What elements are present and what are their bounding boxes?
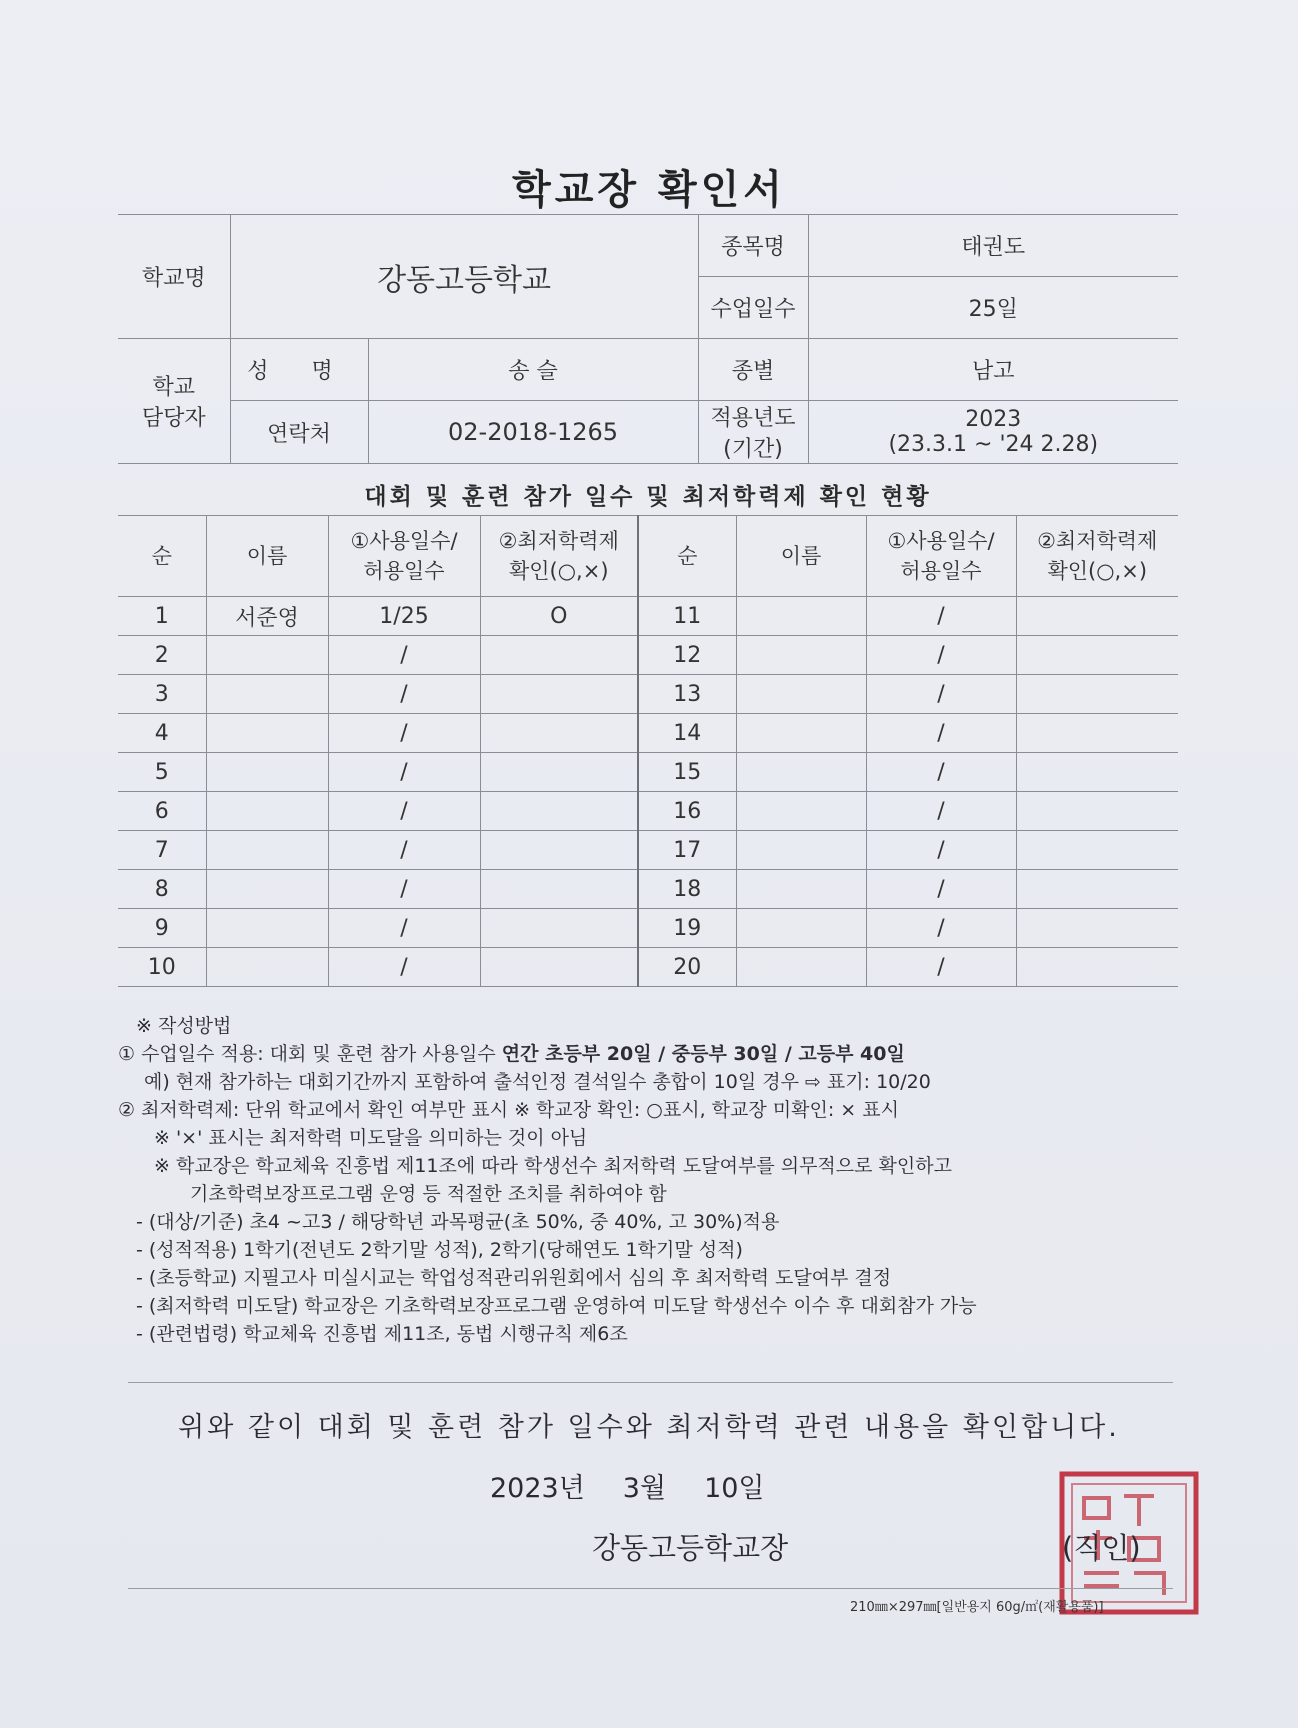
roster-cell-days: / <box>328 675 480 714</box>
notes-section <box>118 1012 1188 1348</box>
roster-cell-check <box>480 636 638 675</box>
header-check-line1: ②최저학력제 <box>498 529 619 553</box>
roster-cell-name <box>736 753 866 792</box>
date-year: 2023년 <box>490 1473 585 1504</box>
contact-value: 02-2018-1265 <box>368 401 698 464</box>
roster-cell-check <box>480 870 638 909</box>
roster-cell-check: O <box>480 597 638 636</box>
document-title: 학교장 확인서 <box>512 167 786 213</box>
roster-cell-name <box>206 948 328 987</box>
roster-cell-no: 17 <box>638 831 736 870</box>
roster-cell-name <box>736 714 866 753</box>
info-table <box>118 214 1178 464</box>
header-name-2: 이름 <box>736 516 866 597</box>
header-days-2 <box>866 516 1016 597</box>
notes-heading: ※ 작성방법 <box>136 1015 232 1037</box>
roster-cell-no: 18 <box>638 870 736 909</box>
note-1-example: 예) 현재 참가하는 대회기간까지 포함하여 출석인정 결석일수 총합이 10일 경우 ⇨ 표기: 10/20 <box>144 1071 931 1093</box>
note-1 <box>118 1040 1188 1068</box>
table-row <box>118 675 1178 714</box>
roster-cell-days: / <box>866 714 1016 753</box>
roster-cell-name <box>206 831 328 870</box>
status-title: 대회 및 훈련 참가 일수 및 최저학력제 확인 현황 <box>364 484 932 510</box>
roster-cell-days: / <box>328 948 480 987</box>
roster-cell-check <box>1016 792 1178 831</box>
divider-bottom <box>128 1588 1173 1589</box>
manager-label-line2: 담당자 <box>141 406 206 431</box>
roster-cell-check <box>1016 753 1178 792</box>
roster-cell-name <box>206 792 328 831</box>
roster-cell-check <box>1016 714 1178 753</box>
table-row <box>118 792 1178 831</box>
sport-value: 태권도 <box>808 215 1178 277</box>
manager-label-line1: 학교 <box>152 375 195 400</box>
detail-1: - (대상/기준) 초4 ~고3 / 해당학년 과목평균(초 50%, 중 40%, 고 30%)적용 <box>136 1211 780 1233</box>
gender-value: 남고 <box>808 339 1178 401</box>
year-label-line2: (기간) <box>723 437 783 462</box>
roster-cell-name <box>736 948 866 987</box>
note-1-text: ① 수업일수 적용: 대회 및 훈련 참가 사용일수 <box>118 1043 502 1065</box>
roster-cell-days: / <box>328 909 480 948</box>
roster-cell-name <box>206 753 328 792</box>
roster-cell-check <box>480 831 638 870</box>
note-2: ② 최저학력제: 단위 학교에서 확인 여부만 표시 ※ 학교장 확인: ○표시, 학교장 미확인: × 표시 <box>118 1099 899 1121</box>
seal-label: (직인) <box>1062 1531 1141 1565</box>
detail-2: - (성적적용) 1학기(전년도 2학기말 성적), 2학기(당해연도 1학기말 성적) <box>136 1239 743 1261</box>
roster-cell-no: 12 <box>638 636 736 675</box>
date-day: 10일 <box>704 1473 765 1504</box>
roster-cell-name <box>736 597 866 636</box>
roster-cell-name <box>736 675 866 714</box>
table-row <box>118 870 1178 909</box>
roster-cell-check <box>1016 870 1178 909</box>
header-no-2: 순 <box>638 516 736 597</box>
note-2-a: ※ '×' 표시는 최저학력 미도달을 의미하는 것이 아님 <box>154 1127 588 1149</box>
header-check <box>480 516 638 597</box>
header-check-2 <box>1016 516 1178 597</box>
table-row <box>118 753 1178 792</box>
roster-cell-no: 20 <box>638 948 736 987</box>
header-check-2-line1: ②최저학력제 <box>1037 529 1158 553</box>
roster-cell-no: 2 <box>118 636 206 675</box>
roster-cell-days: / <box>866 675 1016 714</box>
table-row <box>118 831 1178 870</box>
roster-cell-days: / <box>866 870 1016 909</box>
detail-4: - (최저학력 미도달) 학교장은 기초학력보장프로그램 운영하여 미도달 학생선수 이수 후 대회참가 가능 <box>136 1295 977 1317</box>
header-no: 순 <box>118 516 206 597</box>
roster-cell-check <box>1016 636 1178 675</box>
roster-cell-check <box>480 714 638 753</box>
roster-cell-no: 4 <box>118 714 206 753</box>
roster-cell-days: / <box>866 831 1016 870</box>
roster-cell-name <box>736 831 866 870</box>
roster-cell-days: / <box>866 909 1016 948</box>
header-days-2-line2: 허용일수 <box>900 559 982 583</box>
roster-cell-check <box>1016 597 1178 636</box>
days-label: 수업일수 <box>698 277 808 339</box>
roster-cell-check <box>1016 909 1178 948</box>
days-value: 25일 <box>808 277 1178 339</box>
roster-cell-days: / <box>328 792 480 831</box>
year-label-line1: 적용년도 <box>710 406 796 431</box>
date-month: 3월 <box>622 1473 667 1504</box>
year-value: 2023 <box>965 407 1022 432</box>
roster-cell-name: 서준영 <box>206 597 328 636</box>
manager-label <box>118 339 230 464</box>
roster-cell-no: 5 <box>118 753 206 792</box>
roster-cell-name <box>206 714 328 753</box>
detail-5: - (관련법령) 학교체육 진흥법 제11조, 동법 시행규칙 제6조 <box>136 1323 628 1345</box>
school-name: 강동고등학교 <box>230 215 698 339</box>
roster-cell-name <box>736 870 866 909</box>
header-days <box>328 516 480 597</box>
roster-cell-check <box>1016 675 1178 714</box>
roster-cell-name <box>206 909 328 948</box>
roster-cell-name <box>736 909 866 948</box>
note-1-bold: 연간 초등부 20일 / 중등부 30일 / 고등부 40일 <box>501 1043 905 1065</box>
roster-cell-no: 1 <box>118 597 206 636</box>
roster-cell-days: 1/25 <box>328 597 480 636</box>
year-cell <box>808 401 1178 464</box>
header-check-2-line2: 확인(○,×) <box>1047 559 1148 583</box>
name-label: 성 명 <box>230 339 368 401</box>
roster-cell-name <box>736 636 866 675</box>
note-2-b2: 기초학력보장프로그램 운영 등 적절한 조치를 취하여야 함 <box>190 1183 667 1205</box>
roster-cell-days: / <box>866 792 1016 831</box>
roster-cell-check <box>480 909 638 948</box>
school-label: 학교명 <box>118 215 230 339</box>
sport-label: 종목명 <box>698 215 808 277</box>
header-days-line2: 허용일수 <box>363 559 445 583</box>
roster-cell-check <box>1016 948 1178 987</box>
roster-cell-check <box>1016 831 1178 870</box>
roster-cell-no: 16 <box>638 792 736 831</box>
roster-cell-check <box>480 675 638 714</box>
roster-cell-no: 11 <box>638 597 736 636</box>
roster-cell-no: 19 <box>638 909 736 948</box>
roster-cell-name <box>736 792 866 831</box>
roster-cell-days: / <box>328 636 480 675</box>
roster-cell-check <box>480 948 638 987</box>
roster-cell-days: / <box>866 636 1016 675</box>
roster-cell-no: 8 <box>118 870 206 909</box>
year-label <box>698 401 808 464</box>
header-days-2-line1: ①사용일수/ <box>887 529 995 553</box>
table-row <box>118 636 1178 675</box>
roster-cell-days: / <box>866 753 1016 792</box>
table-row <box>118 597 1178 636</box>
principal-name: 강동고등학교장 <box>592 1531 789 1565</box>
contact-label: 연락처 <box>230 401 368 464</box>
roster-cell-check <box>480 792 638 831</box>
roster-cell-name <box>206 870 328 909</box>
roster-cell-days: / <box>328 831 480 870</box>
roster-cell-no: 6 <box>118 792 206 831</box>
issue-date <box>490 1466 803 1505</box>
roster-cell-days: / <box>328 870 480 909</box>
roster-cell-days: / <box>866 597 1016 636</box>
roster-cell-days: / <box>866 948 1016 987</box>
roster-cell-name <box>206 636 328 675</box>
roster-cell-no: 7 <box>118 831 206 870</box>
roster-cell-no: 10 <box>118 948 206 987</box>
detail-3: - (초등학교) 지필고사 미실시교는 학업성적관리위원회에서 심의 후 최저학력 도달여부 결정 <box>136 1267 892 1289</box>
roster-cell-no: 9 <box>118 909 206 948</box>
roster-table <box>118 515 1178 987</box>
note-2-b1: ※ 학교장은 학교체육 진흥법 제11조에 따라 학생선수 최저학력 도달여부를 의무적으로 확인하고 <box>154 1155 952 1177</box>
roster-cell-name <box>206 675 328 714</box>
header-name: 이름 <box>206 516 328 597</box>
roster-cell-no: 14 <box>638 714 736 753</box>
divider-top <box>128 1382 1173 1383</box>
roster-cell-no: 3 <box>118 675 206 714</box>
table-row <box>118 909 1178 948</box>
confirmation-text: 위와 같이 대회 및 훈련 참가 일수와 최저학력 관련 내용을 확인합니다. <box>178 1412 1120 1443</box>
roster-cell-days: / <box>328 714 480 753</box>
paper-spec: 210㎜×297㎜[일반용지 60g/㎡(재활용품)] <box>850 1600 1104 1615</box>
gender-label: 종별 <box>698 339 808 401</box>
header-check-line2: 확인(○,×) <box>508 559 609 583</box>
table-row <box>118 714 1178 753</box>
period-value: (23.3.1 ~ '24 2.28) <box>888 432 1099 457</box>
header-days-line1: ①사용일수/ <box>350 529 458 553</box>
roster-cell-days: / <box>328 753 480 792</box>
roster-cell-check <box>480 753 638 792</box>
roster-cell-no: 15 <box>638 753 736 792</box>
roster-body <box>118 597 1178 987</box>
table-row <box>118 948 1178 987</box>
name-value: 송 슬 <box>368 339 698 401</box>
roster-cell-no: 13 <box>638 675 736 714</box>
